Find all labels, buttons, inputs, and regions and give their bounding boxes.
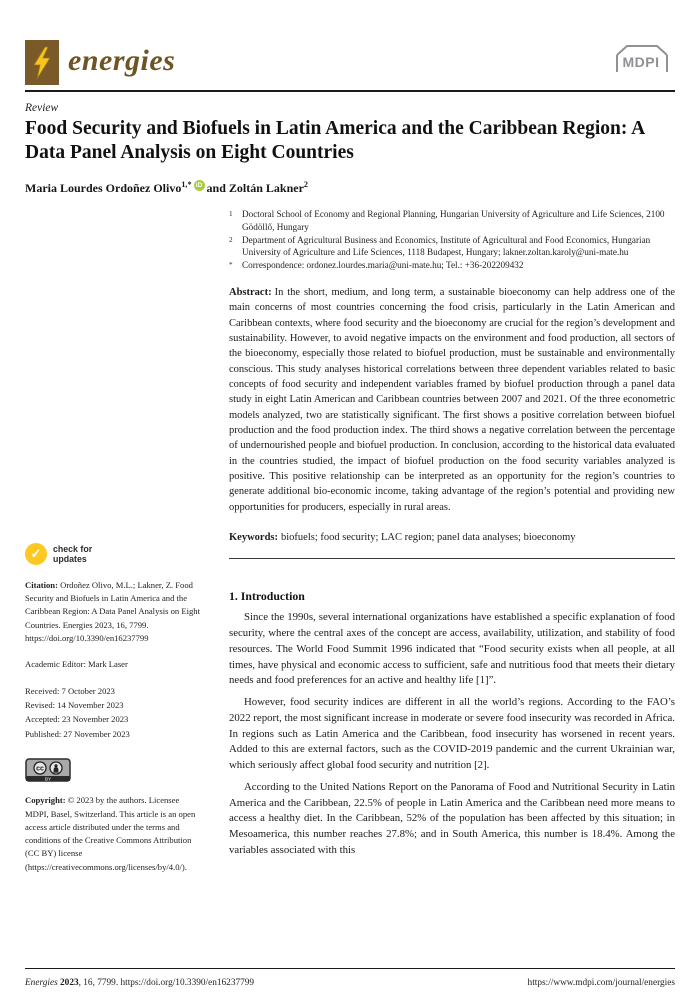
- journal-logo[interactable]: [25, 40, 175, 85]
- article-meta-sidebar: [25, 208, 203, 887]
- checkmark-icon: ✓: [25, 543, 47, 565]
- affiliation-1-marker: 1: [229, 209, 233, 218]
- author-name-2[interactable]: Zoltán Lakner: [228, 180, 304, 195]
- keywords-divider: [229, 558, 675, 559]
- cc-by-license-badge[interactable]: [25, 758, 71, 786]
- author-name-1[interactable]: Maria Lourdes Ordoñez Olivo: [25, 180, 182, 195]
- page-header: [0, 0, 700, 92]
- affiliation-2: [229, 234, 675, 260]
- author-2-marker: 2: [303, 179, 308, 189]
- abstract: [229, 285, 675, 515]
- citation-text[interactable]: Ordoñez Olivo, M.L.; Lakner, Z. Food Security and Biofuels in Latin America and the Caribbean Region: A Data Panel Analysis on Eight Countries. Energies 2023, 16, 7799. https://doi.org/10.3390/en16237799: [25, 579, 200, 643]
- keywords-label: Keywords:: [229, 532, 278, 544]
- check-updates-line1: check for: [53, 543, 93, 554]
- correspondence-marker: *: [229, 261, 233, 270]
- affiliation-2-marker: 2: [229, 235, 233, 244]
- svg-text:cc: cc: [36, 765, 44, 773]
- footer-journal-url[interactable]: https://www.mdpi.com/journal/energies: [527, 978, 675, 988]
- article-main-column: [229, 208, 675, 887]
- copyright-block: [25, 794, 203, 874]
- footer-journal-name: Energies: [25, 978, 58, 988]
- keywords-line: [229, 530, 675, 545]
- received-date: Received: 7 October 2023: [25, 685, 115, 696]
- academic-editor-line: Academic Editor: Mark Laser: [25, 659, 128, 670]
- lightning-bolt-icon: [25, 40, 59, 85]
- footer-doi: , 16, 7799. https://doi.org/10.3390/en16237799: [78, 978, 255, 988]
- page-footer: [25, 968, 675, 988]
- revised-date: Revised: 14 November 2023: [25, 699, 124, 710]
- orcid-icon[interactable]: iD: [194, 180, 205, 191]
- authors-joiner: and: [206, 180, 226, 195]
- section-heading-introduction: 1. Introduction: [229, 589, 305, 604]
- check-updates-line2: updates: [53, 553, 87, 564]
- authors-line: [25, 180, 675, 196]
- history-dates: [25, 685, 203, 741]
- svg-text:BY: BY: [44, 776, 52, 782]
- intro-paragraph-3: According to the United Nations Report on the Panorama of Food and Nutritional Security in Latin America and the Caribbean, 22.5% of people in Latin America and the Caribbean need more means to access a healthy diet. In the Caribbean, 52% of the population has been affected by this situation; in Mesoamerica, this number reaches 27.8%; and in South America, this number is 18.4%. Among the variables associated with this: [229, 780, 675, 856]
- footer-year: 2023: [60, 978, 79, 988]
- keywords-text: biofuels; food security; LAC region; panel data analyses; bioeconomy: [281, 532, 576, 544]
- copyright-text: © 2023 by the authors. Licensee MDPI, Basel, Switzerland. This article is an open access article distributed under the terms and conditions of the Creative Commons Attribution (CC BY) license (https://creativecommons.org/licenses/by/4.0/).: [25, 795, 196, 872]
- affiliation-1-text: Doctoral School of Economy and Regional Planning, Hungarian University of Agriculture and Life Sciences, 2100 Gödöllő, Hungary: [242, 208, 665, 232]
- affiliation-2-text: Department of Agricultural Business and Economics, Institute of Agricultural and Food Economics, Hungarian University of Agriculture and Life Sciences, 1118 Budapest, Hungary; lakner.zoltan.karoly@uni-mate.hu: [242, 234, 651, 258]
- citation-block: [25, 579, 203, 646]
- affiliations: [229, 208, 675, 272]
- correspondence-text[interactable]: Correspondence: ordonez.lourdes.maria@uni-mate.hu; Tel.: +36-202209432: [242, 260, 524, 271]
- footer-citation[interactable]: [25, 978, 254, 988]
- mdpi-logo[interactable]: [609, 42, 675, 83]
- correspondence: [229, 259, 675, 272]
- abstract-text: In the short, medium, and long term, a sustainable bioeconomy can help address one of the main concerns of most countries concerning the food crisis, particularly in the Latin American and Caribbean contexts, where food security and the bioeconomy are crucial for the region’s development and sustainability. However, to avoid negative impacts on the environment and food production, all sectors of the bioeconomy, especially those related to biofuel production, must be sustainable and environmentally conscious. This study analyses historical correlations between three dependent variables related to basic concepts of food security and independent variables framed by biofuel production through a panel data study in eight Latin American and Caribbean countries between 2007 and 2021. Of the three econometric models analyzed, two are statistically significant. The first shows a positive correlation between biofuel production and the food production index. The third shows a negative correlation between the percentage of undernourished people and biofuel production. In conclusion, according to the historical data evaluated in the countries studied, the impact of biofuel production on the food security variables analyzed is positive. This positive relationship can be interpreted as an opportunity for the region’s countries to generate additional bio-economic income, taking advantage of the region’s potential and providing new opportunities for producers, especially in rural areas.: [229, 287, 675, 513]
- affiliation-1: [229, 208, 675, 234]
- accepted-date: Accepted: 23 November 2023: [25, 714, 129, 725]
- check-for-updates-button[interactable]: [25, 543, 92, 565]
- page-title: Food Security and Biofuels in Latin America and the Caribbean Region: A Data Panel Analysis on Eight Countries: [25, 118, 645, 164]
- published-date: Published: 27 November 2023: [25, 728, 130, 739]
- intro-paragraph-1: Since the 1990s, several international organizations have established a specific explanation of food security, where the central axes of the concept are access, availability, utilization, and stability of food resources. The World Food Summit 1996 indicated that “Food security exists when all people, at all times, have physical and economic access to sufficient, safe and nutritious food that meets their dietary needs and food preferences for an active and healthy life [1]”.: [229, 611, 675, 687]
- citation-label: Citation:: [25, 579, 58, 590]
- abstract-label: Abstract:: [229, 287, 272, 299]
- journal-name: energies: [68, 43, 176, 77]
- article-type-label: Review: [25, 102, 59, 114]
- header-divider: [25, 90, 675, 92]
- svg-text:MDPI: MDPI: [622, 54, 660, 70]
- intro-paragraph-2: However, food security indices are different in all the world’s regions. According to the FAO’s 2022 report, the most significant increase in moderate or severe food insecurity was recorded in Africa. In regions such as Latin America and the Caribbean, food insecurity has worsened in recent years. Added to this are external factors, such as the COVID-2019 pandemic and the current Ukrainian war, which seriously affect global food security and nutrition [2].: [229, 696, 675, 772]
- copyright-label: Copyright:: [25, 795, 66, 806]
- author-1-marker: 1,*: [181, 179, 192, 189]
